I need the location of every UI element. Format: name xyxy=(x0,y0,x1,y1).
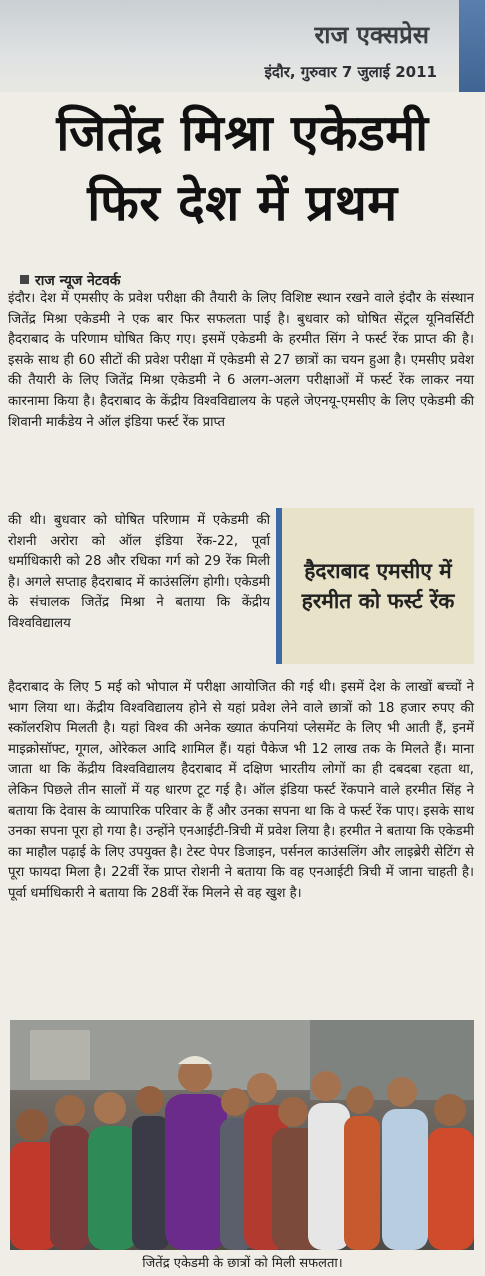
article-paragraph-3: हैदराबाद के लिए 5 मई को भोपाल में परीक्षा आयोजित की गई थी। इसमें देश के लाखों बच्चों ने भाग लिया था। केंद्रीय विश्वविद्यालय होने से यहां प्रवेश लेने वाले छात्रों को 18 हजार रुपए की स्कॉलरशिप मिलती है। यहां विश्व की अनेक ख्यात कंपनियां प्लेसमेंट के लिए भी आती हैं, इनमें माइक्रोसॉफ्ट, गूगल, ओरेकल आदि शामिल हैं। यहां पैकेज भी 12 लाख तक के मिलते हैं। माना जाता था कि केंद्रीय विश्वविद्यालय हैदराबाद में दक्षिण भारतीय लोगों का ही दबदबा रहता था, लेकिन पिछले तीन सालों में यह धारण टूट गई है। ऑल इंडिया फर्स्ट रेंकपाने वाले हरमीत सिंह ने बताया कि देवास के व्यापारिक परिवार के हैं और उनका सपना था कि वे फर्स्ट रेंक पाए। इसके साथ उनका सपना पूरा हो गया है। उन्होंने एनआईटी-त्रिची में प्रवेश लिया है। हरमीत ने बताया कि एकेडमी का माहौल पढ़ाई के लिए उपयुक्त है। टेस्ट पेपर डिजाइन, पर्सनल काउंसलिंग और लाइब्रेरी सेटिंग से पूरा फायदा मिला है। 22वीं रेंक प्राप्त रोशनी ने बताया कि वह एनआईटी त्रिची में जाना चाहती है। पूर्वा धर्माधिकारी ने बताया कि 28वीं रेंक मिलने से वह खुश है। xyxy=(8,680,474,901)
photo-caption: जितेंद्र एकेडमी के छात्रों को मिली सफलता। xyxy=(142,1256,343,1271)
group-photo xyxy=(10,1020,474,1250)
article-paragraph-1: इंदौर। देश में एमसीए के प्रवेश परीक्षा की तैयारी के लिए विशिष्ट स्थान रखने वाले इंदौर के संस्थान जितेंद्र मिश्रा एकेडमी ने एक बार फिर सफलता पाई है। बुधवार को घोषित सेंट्रल यूनिवर्सिटी हैदराबाद के परिणाम घोषित किए गए। इसमें एकेडमी के हरमीत सिंग ने फर्स्ट रेंक प्राप्त की है। इसके साथ ही 60 सीटों की प्रवेश परीक्षा में एकेडमी से 27 छात्रों का चयन हुआ है। एमसीए प्रवेश की तैयारी के लिए जितेंद्र मिश्रा एकेडमी ने 6 अलग-अलग परीक्षाओं में फर्स्ट रेंक लाकर नया कारनामा किया है। हैदराबाद के केंद्रीय विश्वविद्यालय के पहले जेएनयू-एमसीए के लिए एकेडमी की शिवानी मार्कंडेय ने ऑल इंडिया फर्स्ट रेंक प्राप्त xyxy=(8,291,474,430)
group-photo-illustration xyxy=(10,1020,474,1250)
masthead xyxy=(0,0,485,92)
byline-text: राज न्यूज नेटवर्क xyxy=(35,273,121,289)
edge-stripe xyxy=(459,0,485,92)
dateline: इंदौर, गुरुवार 7 जुलाई 2011 xyxy=(264,63,437,81)
pull-quote-text: हैदराबाद एमसीए में हरमीत को फर्स्ट रेंक xyxy=(301,559,455,613)
headline-line-2: फिर देश में प्रथम xyxy=(87,174,398,232)
article-paragraph-2: की थी। बुधवार को घोषित परिणाम में एकेडमी की रोशनी अरोरा को ऑल इंडिया रेंक-22, पूर्वा धर्माधिकारी को 28 और रधिका गर्ग को 29 रेंक मिली है। अगले सप्ताह हैदराबाद में काउंसलिंग होगी। एकेडमी के संचालक जितेंद्र मिश्रा ने बताया कि केंद्रीय विश्वविद्यालय xyxy=(8,513,270,631)
newspaper-name: राज एक्सप्रेस xyxy=(314,21,429,49)
bullet-square-icon xyxy=(20,275,29,284)
headline xyxy=(0,98,485,238)
headline-line-1: जितेंद्र मिश्रा एकेडमी xyxy=(56,104,429,162)
byline xyxy=(20,271,121,290)
pull-quote-box xyxy=(276,508,474,664)
